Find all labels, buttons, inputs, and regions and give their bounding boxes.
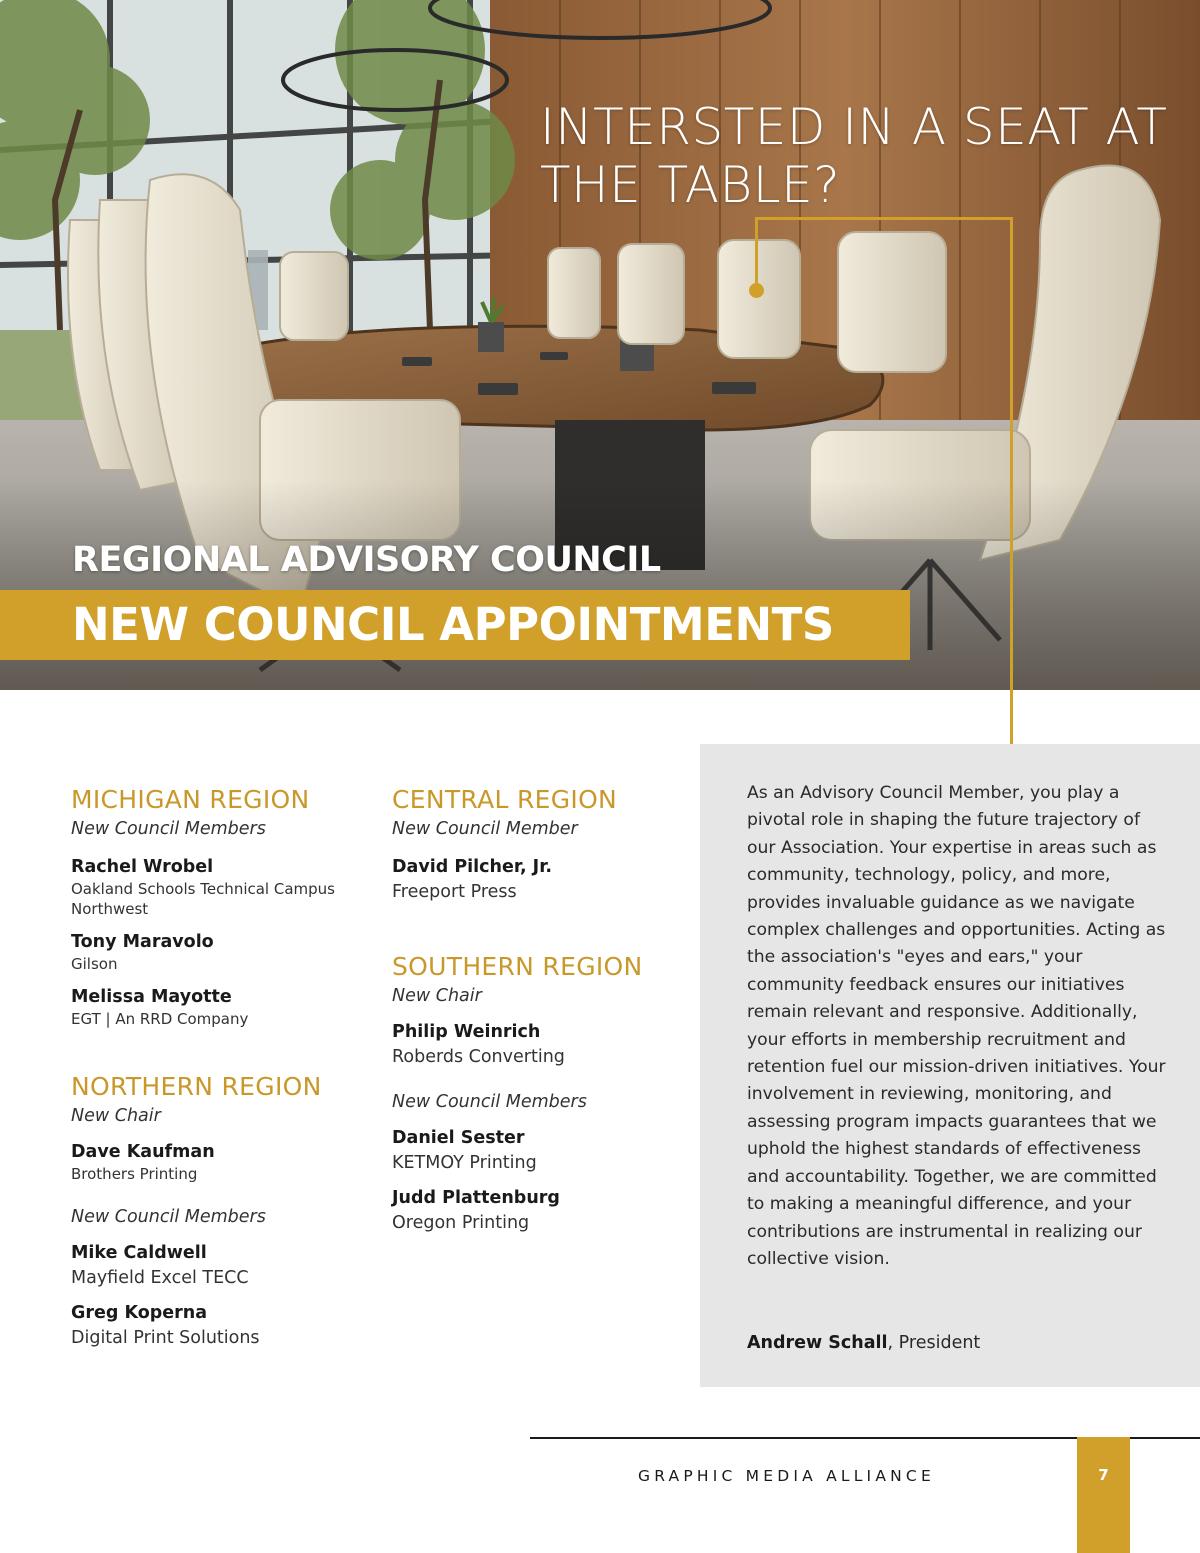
- member-entry: [71, 1301, 371, 1351]
- column-left: [71, 784, 371, 1351]
- hero-image: [0, 0, 1200, 690]
- connector-dot: [749, 283, 764, 298]
- member-entry: [71, 1241, 371, 1291]
- member-org: Oregon Printing: [392, 1213, 530, 1233]
- region-title: SOUTHERN REGION: [392, 952, 643, 981]
- region-title: NORTHERN REGION: [71, 1072, 322, 1101]
- column-middle: [392, 784, 692, 1236]
- michigan-region: [71, 784, 371, 1029]
- role-label: New Council Members: [392, 1092, 587, 1112]
- chair-org: Brothers Printing: [71, 1165, 198, 1183]
- member-org: Freeport Press: [392, 882, 517, 902]
- connector-top: [755, 217, 1013, 220]
- section-kicker: REGIONAL ADVISORY COUNCIL: [72, 540, 661, 580]
- central-region: [392, 784, 692, 905]
- member-org: KETMOY Printing: [392, 1153, 537, 1173]
- role-label: New Chair: [392, 986, 482, 1006]
- connector-left-drop: [755, 217, 758, 289]
- member-entry: [71, 855, 371, 919]
- member-entry: [392, 1186, 692, 1236]
- member-org: EGT | An RRD Company: [71, 1010, 249, 1028]
- member-name: Rachel Wrobel: [71, 857, 214, 877]
- member-name: Melissa Mayotte: [71, 987, 232, 1007]
- member-name: Tony Maravolo: [71, 932, 214, 952]
- member-org: Mayfield Excel TECC: [71, 1268, 249, 1288]
- region-title: MICHIGAN REGION: [71, 785, 310, 814]
- page-number: 7: [1098, 1466, 1109, 1484]
- role-label: New Council Members: [71, 819, 266, 839]
- role-label: New Council Members: [71, 1207, 266, 1227]
- signer-name: Andrew Schall: [747, 1333, 888, 1353]
- southern-region: [392, 951, 692, 1236]
- signoff: [747, 1330, 980, 1356]
- member-org: Digital Print Solutions: [71, 1328, 260, 1348]
- member-name: Judd Plattenburg: [392, 1188, 560, 1208]
- member-entry: [392, 1126, 692, 1176]
- president-message: As an Advisory Council Member, you play a pivotal role in shaping the future trajectory of our Association. Your expertise in areas such as community, technology, policy, and more, provides invaluable guidance as we navigate complex challenges and opportunities. Acting as the association's "eyes and ears," your community feedback ensures our initiatives remain relevant and responsive. Additionally, your efforts in membership recruitment and retention fuel our mission-driven initiatives. Your involvement in reviewing, monitoring, and assessing program impacts guarantees that we uphold the highest standards of effectiveness and accountability. Together, we are committed to making a meaningful difference, and your contributions are instrumental in realizing our collective vision.: [747, 783, 1166, 1269]
- chair-name: Dave Kaufman: [71, 1142, 215, 1162]
- chair-entry: [71, 1140, 371, 1184]
- chair-entry: [392, 1020, 692, 1070]
- chair-org: Roberds Converting: [392, 1047, 565, 1067]
- northern-region: [71, 1071, 371, 1351]
- member-entry: [392, 855, 692, 905]
- footer-organization: GRAPHIC MEDIA ALLIANCE: [638, 1467, 935, 1485]
- page-title: NEW COUNCIL APPOINTMENTS: [72, 598, 834, 651]
- region-title: CENTRAL REGION: [392, 785, 618, 814]
- chair-name: Philip Weinrich: [392, 1022, 541, 1042]
- connector-right-drop: [1010, 217, 1013, 750]
- role-label: New Council Member: [392, 819, 578, 839]
- role-label: New Chair: [71, 1106, 161, 1126]
- member-org: Gilson: [71, 955, 118, 973]
- hero-question: INTERSTED IN A SEAT AT THE TABLE?: [540, 98, 1168, 214]
- member-entry: [71, 930, 371, 974]
- member-name: Daniel Sester: [392, 1128, 525, 1148]
- member-org: Oakland Schools Technical Campus Northwest: [71, 880, 335, 918]
- page-number-tab: [1077, 1437, 1130, 1553]
- member-entry: [71, 985, 371, 1029]
- member-name: Greg Koperna: [71, 1303, 208, 1323]
- member-name: David Pilcher, Jr.: [392, 857, 552, 877]
- member-name: Mike Caldwell: [71, 1243, 207, 1263]
- signer-title: , President: [887, 1333, 981, 1353]
